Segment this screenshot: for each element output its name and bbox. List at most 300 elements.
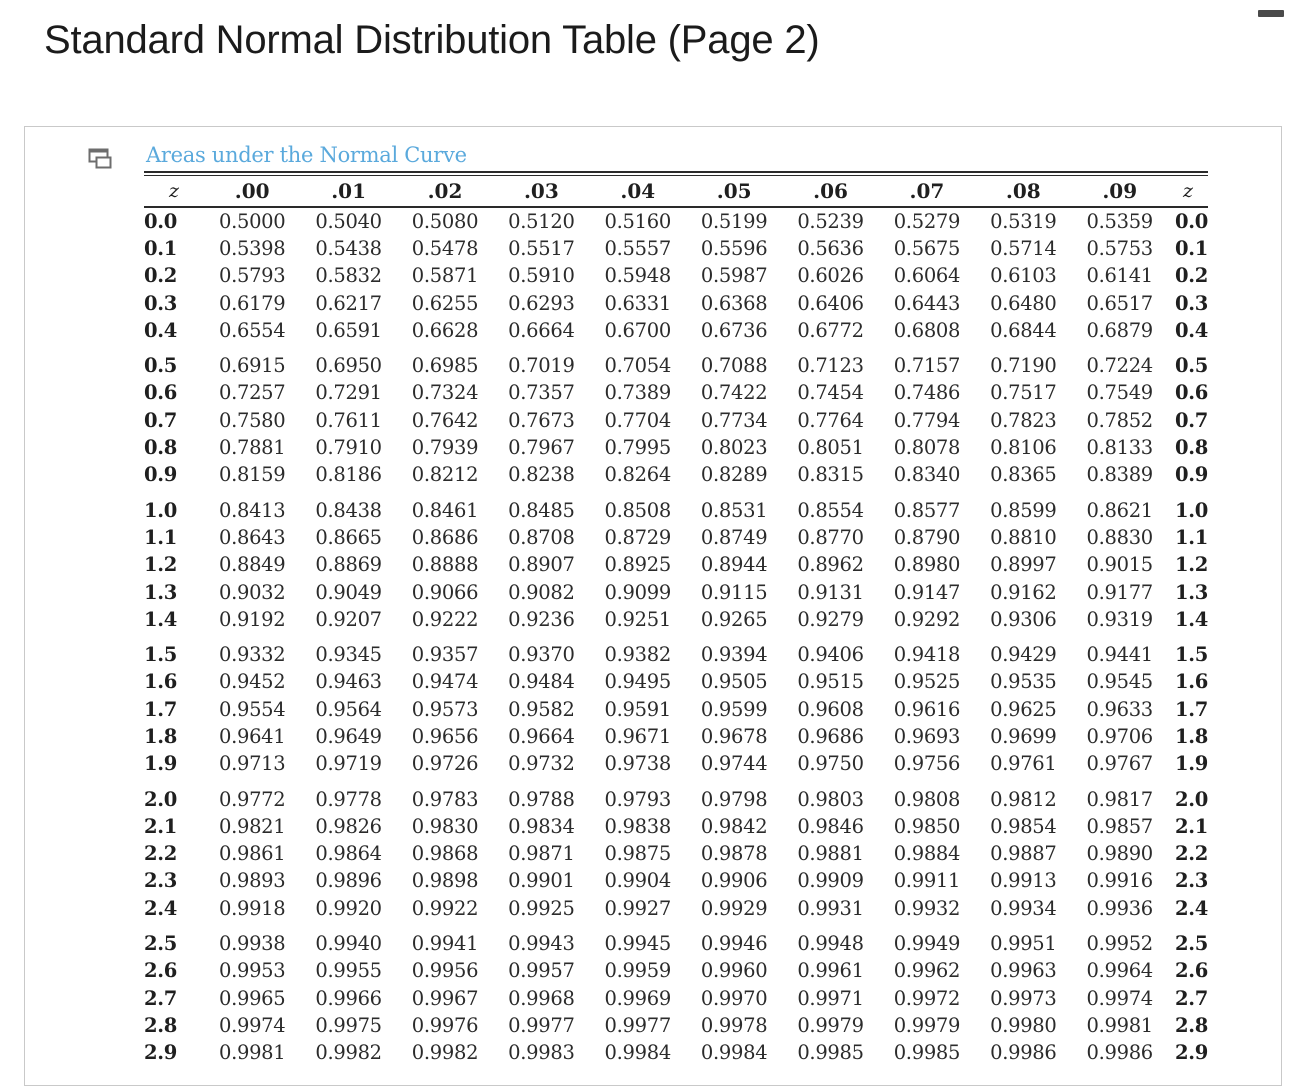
probability-cell: 0.9982 <box>411 1041 479 1065</box>
z-value-cell: 2.6 <box>144 959 178 983</box>
probability-cell: 0.9936 <box>1086 896 1153 920</box>
z-value-cell-right: 1.1 <box>1174 525 1208 549</box>
probability-cell: 0.8907 <box>508 553 575 577</box>
z-value-cell: 1.8 <box>144 724 178 748</box>
probability-cell: 0.8289 <box>700 463 768 487</box>
z-value-cell-right: 1.7 <box>1174 697 1208 721</box>
probability-cell: 0.9893 <box>218 869 286 893</box>
probability-cell: 0.5478 <box>411 236 479 260</box>
z-value-cell: 1.1 <box>144 525 178 549</box>
probability-cell: 0.9857 <box>1086 814 1153 838</box>
probability-cell: 0.9985 <box>797 1041 864 1065</box>
probability-cell: 0.8770 <box>797 525 864 549</box>
probability-cell: 0.8888 <box>411 553 479 577</box>
probability-cell: 0.9901 <box>508 869 575 893</box>
probability-cell: 0.5160 <box>604 209 671 233</box>
probability-cell: 0.9986 <box>990 1041 1057 1065</box>
z-value-cell: 2.5 <box>144 932 178 956</box>
probability-cell: 0.9772 <box>218 787 286 811</box>
probability-cell: 0.9846 <box>797 814 864 838</box>
column-header: .08 <box>1005 179 1041 203</box>
probability-cell: 0.9049 <box>315 580 382 604</box>
probability-cell: 0.9699 <box>990 724 1057 748</box>
probability-cell: 0.9625 <box>990 697 1057 721</box>
z-value-cell-right: 2.1 <box>1174 814 1208 838</box>
probability-cell: 0.7224 <box>1086 354 1153 378</box>
probability-cell: 0.9948 <box>797 932 864 956</box>
probability-cell: 0.9222 <box>411 607 479 631</box>
probability-cell: 0.9962 <box>893 959 961 983</box>
probability-cell: 0.9920 <box>315 896 382 920</box>
probability-cell: 0.9911 <box>893 869 961 893</box>
z-value-cell-right: 0.8 <box>1174 436 1208 460</box>
probability-cell: 0.6554 <box>218 318 286 342</box>
probability-cell: 0.9931 <box>797 896 864 920</box>
probability-cell: 0.9884 <box>893 842 961 866</box>
table-row <box>144 840 1208 867</box>
probability-cell: 0.6985 <box>411 354 479 378</box>
probability-cell: 0.9706 <box>1086 724 1153 748</box>
probability-cell: 0.9817 <box>1086 787 1153 811</box>
z-value-cell-right: 2.9 <box>1174 1041 1208 1065</box>
probability-cell: 0.9394 <box>700 643 768 667</box>
z-value-cell: 2.9 <box>144 1041 178 1065</box>
probability-cell: 0.9904 <box>604 869 671 893</box>
column-header-z-right: z <box>1182 180 1193 202</box>
column-header-z: z <box>168 180 179 202</box>
probability-cell: 0.9974 <box>1086 986 1153 1010</box>
probability-cell: 0.7257 <box>218 381 286 405</box>
probability-cell: 0.6026 <box>797 264 864 288</box>
probability-cell: 0.9977 <box>604 1013 671 1037</box>
probability-cell: 0.7910 <box>315 436 382 460</box>
probability-cell: 0.9319 <box>1086 607 1153 631</box>
z-value-cell-right: 0.5 <box>1174 354 1208 378</box>
probability-cell: 0.9953 <box>218 959 286 983</box>
column-header: .07 <box>909 179 945 203</box>
probability-cell: 0.8599 <box>990 498 1057 522</box>
probability-cell: 0.9982 <box>315 1041 382 1065</box>
probability-cell: 0.9875 <box>604 842 671 866</box>
probability-cell: 0.9803 <box>797 787 864 811</box>
probability-cell: 0.7704 <box>604 408 671 432</box>
probability-cell: 0.7088 <box>700 354 768 378</box>
probability-cell: 0.8869 <box>315 553 382 577</box>
z-value-cell-right: 1.8 <box>1174 724 1208 748</box>
probability-cell: 0.6179 <box>218 291 286 315</box>
table-row <box>144 488 1208 523</box>
probability-cell: 0.9452 <box>218 670 286 694</box>
table-row <box>144 289 1208 316</box>
probability-cell: 0.9778 <box>315 787 382 811</box>
probability-cell: 0.9808 <box>893 787 961 811</box>
probability-cell: 0.9979 <box>797 1013 864 1037</box>
probability-cell: 0.8023 <box>700 436 768 460</box>
probability-cell: 0.7852 <box>1086 408 1153 432</box>
probability-cell: 0.9418 <box>893 643 961 667</box>
probability-cell: 0.9370 <box>508 643 575 667</box>
probability-cell: 0.9871 <box>508 842 575 866</box>
probability-cell: 0.9582 <box>508 697 575 721</box>
probability-cell: 0.6293 <box>508 291 575 315</box>
probability-cell: 0.5832 <box>315 264 382 288</box>
probability-cell: 0.9515 <box>797 670 864 694</box>
z-value-cell: 1.5 <box>144 643 178 667</box>
probability-cell: 0.9943 <box>508 932 575 956</box>
probability-cell: 0.7454 <box>797 381 864 405</box>
table-row <box>144 957 1208 984</box>
probability-cell: 0.7995 <box>604 436 671 460</box>
z-value-cell: 2.8 <box>144 1013 178 1037</box>
z-value-cell: 2.4 <box>144 896 178 920</box>
probability-cell: 0.9177 <box>1086 580 1153 604</box>
table-row <box>144 434 1208 461</box>
probability-cell: 0.9066 <box>411 580 479 604</box>
z-value-cell: 1.6 <box>144 670 178 694</box>
probability-cell: 0.7764 <box>797 408 864 432</box>
probability-cell: 0.7673 <box>508 408 575 432</box>
probability-cell: 0.9535 <box>990 670 1057 694</box>
probability-cell: 0.7967 <box>508 436 575 460</box>
table-row <box>144 668 1208 695</box>
probability-cell: 0.5910 <box>508 264 575 288</box>
probability-cell: 0.7517 <box>990 381 1057 405</box>
probability-cell: 0.5675 <box>893 236 961 260</box>
probability-cell: 0.9641 <box>218 724 286 748</box>
probability-cell: 0.9979 <box>893 1013 961 1037</box>
probability-cell: 0.9788 <box>508 787 575 811</box>
z-value-cell-right: 2.4 <box>1174 896 1208 920</box>
probability-cell: 0.9279 <box>797 607 864 631</box>
probability-cell: 0.6443 <box>893 291 961 315</box>
probability-cell: 0.9972 <box>893 986 961 1010</box>
probability-cell: 0.5636 <box>797 236 864 260</box>
probability-cell: 0.8577 <box>893 498 961 522</box>
z-value-cell: 0.0 <box>144 209 178 233</box>
probability-cell: 0.9981 <box>218 1041 286 1065</box>
probability-cell: 0.9957 <box>508 959 575 983</box>
z-value-cell: 2.3 <box>144 869 178 893</box>
z-value-cell-right: 0.6 <box>1174 381 1208 405</box>
probability-cell: 0.8159 <box>218 463 286 487</box>
probability-cell: 0.9192 <box>218 607 286 631</box>
probability-cell: 0.9719 <box>315 752 382 776</box>
probability-cell: 0.8830 <box>1086 525 1153 549</box>
probability-cell: 0.6844 <box>990 318 1057 342</box>
probability-cell: 0.8925 <box>604 553 671 577</box>
probability-cell: 0.9951 <box>990 932 1057 956</box>
probability-cell: 0.9906 <box>700 869 768 893</box>
table-row <box>144 461 1208 488</box>
probability-cell: 0.9949 <box>893 932 961 956</box>
z-value-cell-right: 0.1 <box>1174 236 1208 260</box>
probability-cell: 0.7054 <box>604 354 671 378</box>
probability-cell: 0.9842 <box>700 814 768 838</box>
probability-cell: 0.7422 <box>700 381 768 405</box>
probability-cell: 0.9505 <box>700 670 768 694</box>
probability-cell: 0.9974 <box>218 1013 286 1037</box>
probability-cell: 0.9965 <box>218 986 286 1010</box>
z-value-cell-right: 2.6 <box>1174 959 1208 983</box>
probability-cell: 0.9968 <box>508 986 575 1010</box>
probability-cell: 0.9671 <box>604 724 671 748</box>
probability-cell: 0.7794 <box>893 408 961 432</box>
probability-cell: 0.6915 <box>218 354 286 378</box>
table-top-rule <box>144 171 1208 173</box>
probability-cell: 0.9115 <box>700 580 768 604</box>
probability-cell: 0.9864 <box>315 842 382 866</box>
probability-cell: 0.9633 <box>1086 697 1153 721</box>
z-value-cell-right: 0.2 <box>1174 264 1208 288</box>
probability-cell: 0.5239 <box>797 209 864 233</box>
probability-cell: 0.8438 <box>315 498 382 522</box>
z-value-cell: 1.7 <box>144 697 178 721</box>
probability-cell: 0.9975 <box>315 1013 382 1037</box>
probability-cell: 0.8944 <box>700 553 768 577</box>
table-row <box>144 317 1208 344</box>
table-row <box>144 777 1208 812</box>
z-value-cell-right: 2.8 <box>1174 1013 1208 1037</box>
probability-cell: 0.6664 <box>508 318 575 342</box>
probability-cell: 0.9382 <box>604 643 671 667</box>
probability-cell: 0.5596 <box>700 236 768 260</box>
probability-cell: 0.9985 <box>893 1041 961 1065</box>
table-row <box>144 344 1208 379</box>
probability-cell: 0.7190 <box>990 354 1057 378</box>
probability-cell: 0.9207 <box>315 607 382 631</box>
probability-cell: 0.9850 <box>893 814 961 838</box>
probability-cell: 0.9967 <box>411 986 479 1010</box>
probability-cell: 0.9956 <box>411 959 479 983</box>
probability-cell: 0.9978 <box>700 1013 768 1037</box>
probability-cell: 0.8686 <box>411 525 479 549</box>
probability-cell: 0.9946 <box>700 932 768 956</box>
probability-cell: 0.9970 <box>700 986 768 1010</box>
probability-cell: 0.8413 <box>218 498 286 522</box>
probability-cell: 0.5000 <box>218 209 286 233</box>
probability-cell: 0.5987 <box>700 264 768 288</box>
probability-cell: 0.9916 <box>1086 869 1153 893</box>
z-value-cell: 1.4 <box>144 607 178 631</box>
probability-cell: 0.9959 <box>604 959 671 983</box>
probability-cell: 0.9474 <box>411 670 479 694</box>
table-header-row <box>144 176 1208 206</box>
probability-cell: 0.9922 <box>411 896 479 920</box>
probability-cell: 0.7881 <box>218 436 286 460</box>
normal-table-wrapper <box>144 171 1208 1066</box>
probability-cell: 0.9306 <box>990 607 1057 631</box>
probability-cell: 0.6950 <box>315 354 382 378</box>
probability-cell: 0.8264 <box>604 463 671 487</box>
probability-cell: 0.5753 <box>1086 236 1153 260</box>
probability-cell: 0.9913 <box>990 869 1057 893</box>
probability-cell: 0.9332 <box>218 643 286 667</box>
z-value-cell: 0.1 <box>144 236 178 260</box>
table-row <box>144 262 1208 289</box>
table-row <box>144 723 1208 750</box>
probability-cell: 0.9357 <box>411 643 479 667</box>
probability-cell: 0.9162 <box>990 580 1057 604</box>
z-value-cell-right: 1.0 <box>1174 498 1208 522</box>
probability-cell: 0.6217 <box>315 291 382 315</box>
probability-cell: 0.9761 <box>990 752 1057 776</box>
probability-cell: 0.9960 <box>700 959 768 983</box>
probability-cell: 0.5948 <box>604 264 671 288</box>
minimize-icon[interactable] <box>1258 10 1284 17</box>
z-value-cell: 2.2 <box>144 842 178 866</box>
probability-cell: 0.9929 <box>700 896 768 920</box>
probability-cell: 0.7157 <box>893 354 961 378</box>
probability-cell: 0.8980 <box>893 553 961 577</box>
probability-cell: 0.7549 <box>1086 381 1153 405</box>
probability-cell: 0.8051 <box>797 436 864 460</box>
probability-cell: 0.9955 <box>315 959 382 983</box>
probability-cell: 0.6808 <box>893 318 961 342</box>
column-header: .03 <box>523 179 559 203</box>
probability-cell: 0.8665 <box>315 525 382 549</box>
probability-cell: 0.8078 <box>893 436 961 460</box>
probability-cell: 0.9984 <box>604 1041 671 1065</box>
probability-cell: 0.9693 <box>893 724 961 748</box>
column-header: .05 <box>716 179 752 203</box>
probability-cell: 0.7357 <box>508 381 575 405</box>
table-row <box>144 235 1208 262</box>
normal-distribution-table <box>144 176 1208 1066</box>
probability-cell: 0.9147 <box>893 580 961 604</box>
probability-cell: 0.9591 <box>604 697 671 721</box>
probability-cell: 0.9767 <box>1086 752 1153 776</box>
z-value-cell: 0.9 <box>144 463 178 487</box>
z-value-cell: 0.3 <box>144 291 178 315</box>
z-value-cell: 2.1 <box>144 814 178 838</box>
probability-cell: 0.9783 <box>411 787 479 811</box>
table-row <box>144 922 1208 957</box>
probability-cell: 0.9616 <box>893 697 961 721</box>
table-caption: Areas under the Normal Curve <box>146 143 467 167</box>
probability-cell: 0.9265 <box>700 607 768 631</box>
probability-cell: 0.8810 <box>990 525 1057 549</box>
expand-window-icon[interactable] <box>88 148 114 170</box>
table-row <box>144 813 1208 840</box>
probability-cell: 0.9251 <box>604 607 671 631</box>
probability-cell: 0.9868 <box>411 842 479 866</box>
probability-cell: 0.9441 <box>1086 643 1153 667</box>
z-value-cell-right: 1.9 <box>1174 752 1208 776</box>
probability-cell: 0.6141 <box>1086 264 1153 288</box>
probability-cell: 0.9830 <box>411 814 479 838</box>
probability-cell: 0.6591 <box>315 318 382 342</box>
table-row <box>144 985 1208 1012</box>
probability-cell: 0.9463 <box>315 670 382 694</box>
probability-cell: 0.7486 <box>893 381 961 405</box>
probability-cell: 0.5714 <box>990 236 1057 260</box>
table-row <box>144 1012 1208 1039</box>
probability-cell: 0.8365 <box>990 463 1057 487</box>
probability-cell: 0.6331 <box>604 291 671 315</box>
probability-cell: 0.8133 <box>1086 436 1153 460</box>
table-row <box>144 407 1208 434</box>
probability-cell: 0.8508 <box>604 498 671 522</box>
probability-cell: 0.9793 <box>604 787 671 811</box>
z-value-cell: 1.2 <box>144 553 178 577</box>
probability-cell: 0.9608 <box>797 697 864 721</box>
probability-cell: 0.9750 <box>797 752 864 776</box>
probability-cell: 0.9686 <box>797 724 864 748</box>
page-title: Standard Normal Distribution Table (Page 2) <box>44 18 820 62</box>
probability-cell: 0.5080 <box>411 209 479 233</box>
probability-cell: 0.9976 <box>411 1013 479 1037</box>
probability-cell: 0.9966 <box>315 986 382 1010</box>
probability-cell: 0.5557 <box>604 236 671 260</box>
probability-cell: 0.9236 <box>508 607 575 631</box>
probability-cell: 0.9545 <box>1086 670 1153 694</box>
probability-cell: 0.9909 <box>797 869 864 893</box>
probability-cell: 0.8389 <box>1086 463 1153 487</box>
probability-cell: 0.9678 <box>700 724 768 748</box>
probability-cell: 0.9963 <box>990 959 1057 983</box>
probability-cell: 0.8729 <box>604 525 671 549</box>
probability-cell: 0.9898 <box>411 869 479 893</box>
probability-cell: 0.8849 <box>218 553 286 577</box>
z-value-cell-right: 2.7 <box>1174 986 1208 1010</box>
z-value-cell: 2.0 <box>144 787 178 811</box>
z-value-cell-right: 1.5 <box>1174 643 1208 667</box>
probability-cell: 0.5040 <box>315 209 382 233</box>
probability-cell: 0.9649 <box>315 724 382 748</box>
table-row <box>144 606 1208 633</box>
probability-cell: 0.9756 <box>893 752 961 776</box>
probability-cell: 0.9983 <box>508 1041 575 1065</box>
probability-cell: 0.9854 <box>990 814 1057 838</box>
probability-cell: 0.9977 <box>508 1013 575 1037</box>
z-value-cell: 0.8 <box>144 436 178 460</box>
probability-cell: 0.9881 <box>797 842 864 866</box>
probability-cell: 0.8554 <box>797 498 864 522</box>
probability-cell: 0.6255 <box>411 291 479 315</box>
probability-cell: 0.9495 <box>604 670 671 694</box>
z-value-cell-right: 1.4 <box>1174 607 1208 631</box>
probability-cell: 0.9925 <box>508 896 575 920</box>
table-row <box>144 867 1208 894</box>
table-row <box>144 578 1208 605</box>
probability-cell: 0.9934 <box>990 896 1057 920</box>
z-value-cell-right: 1.6 <box>1174 670 1208 694</box>
probability-cell: 0.9940 <box>315 932 382 956</box>
probability-cell: 0.5120 <box>508 209 575 233</box>
probability-cell: 0.8106 <box>990 436 1057 460</box>
probability-cell: 0.6368 <box>700 291 768 315</box>
probability-cell: 0.9938 <box>218 932 286 956</box>
probability-cell: 0.9984 <box>700 1041 768 1065</box>
table-row <box>144 208 1208 235</box>
table-row <box>144 524 1208 551</box>
probability-cell: 0.9525 <box>893 670 961 694</box>
probability-cell: 0.5319 <box>990 209 1057 233</box>
probability-cell: 0.9896 <box>315 869 382 893</box>
z-value-cell-right: 0.7 <box>1174 408 1208 432</box>
probability-cell: 0.9971 <box>797 986 864 1010</box>
probability-cell: 0.9973 <box>990 986 1057 1010</box>
probability-cell: 0.6103 <box>990 264 1057 288</box>
z-value-cell-right: 1.3 <box>1174 580 1208 604</box>
table-body <box>144 208 1208 1067</box>
z-value-cell-right: 0.9 <box>1174 463 1208 487</box>
probability-cell: 0.9738 <box>604 752 671 776</box>
z-value-cell: 2.7 <box>144 986 178 1010</box>
probability-cell: 0.5279 <box>893 209 961 233</box>
z-value-cell-right: 2.3 <box>1174 869 1208 893</box>
z-value-cell-right: 1.2 <box>1174 553 1208 577</box>
